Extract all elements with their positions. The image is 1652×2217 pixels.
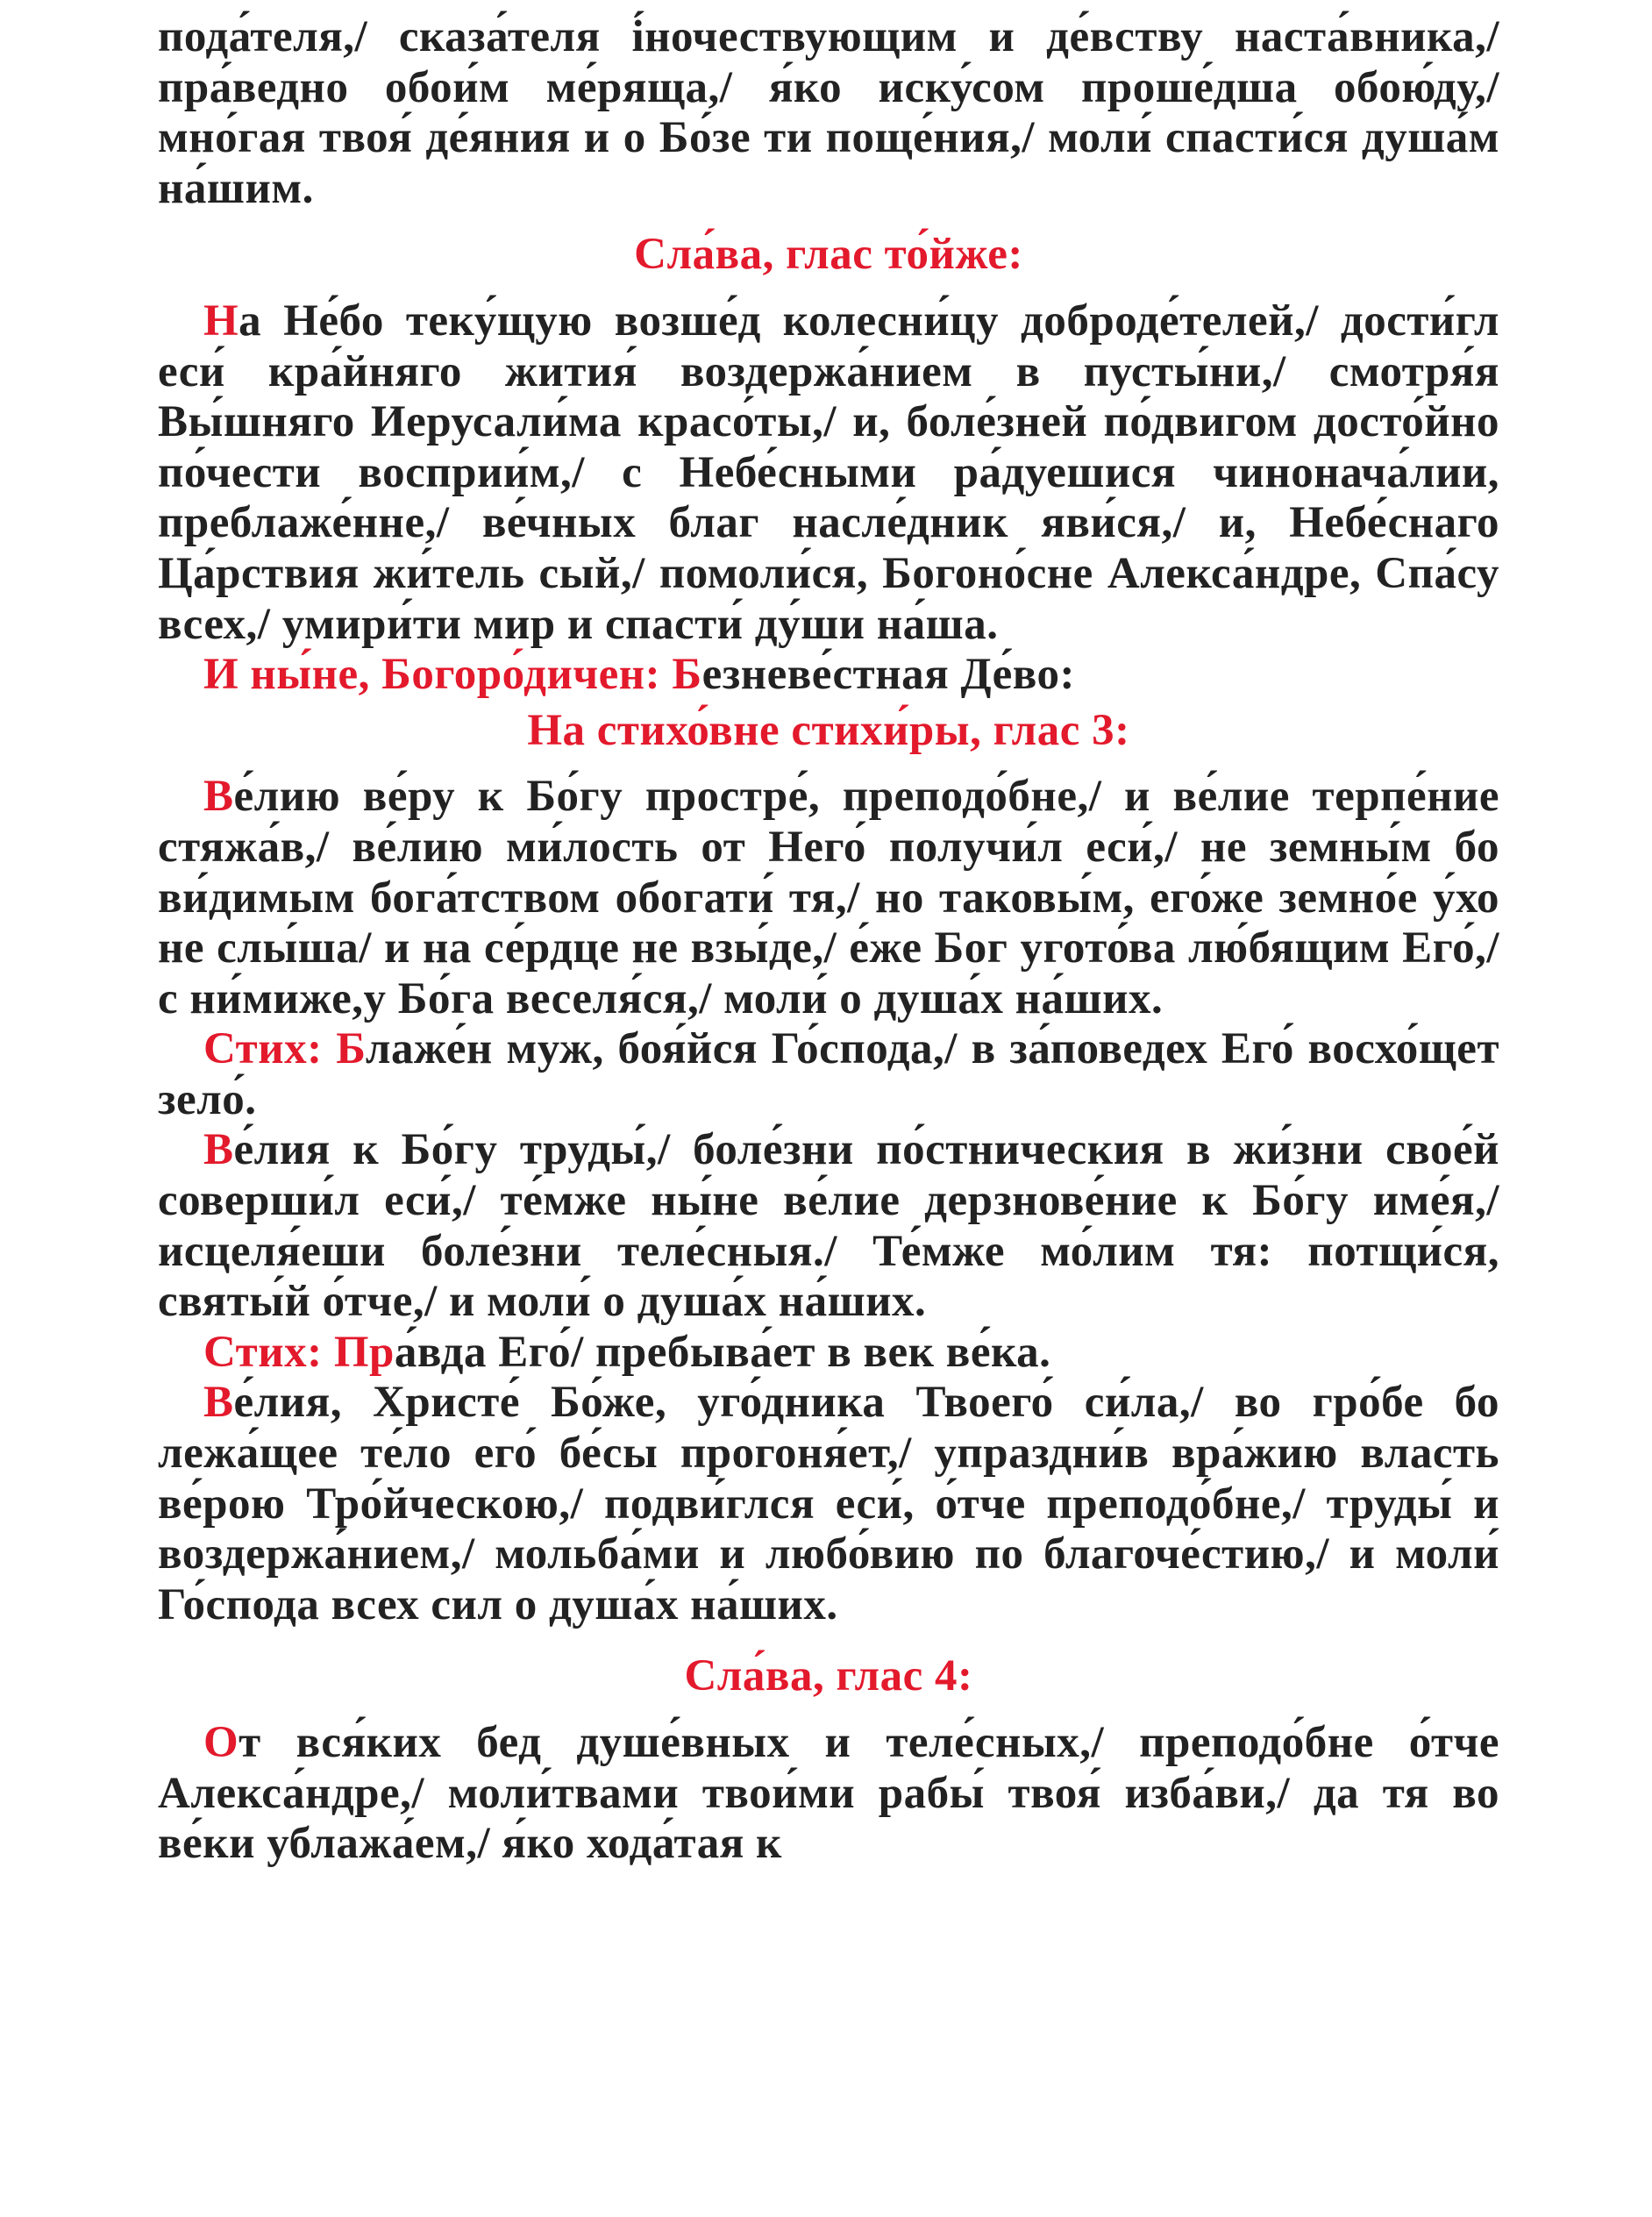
drop-initial: Б — [672, 650, 702, 700]
verse-blazhen-muzh — [158, 1024, 1499, 1125]
drop-initial: Пр — [333, 1327, 395, 1377]
drop-initial: В — [203, 1378, 234, 1428]
paragraph-ot-vsyakih-bed — [158, 1718, 1499, 1870]
drop-initial: Н — [203, 296, 239, 346]
line-i-nyne-bogorodichen — [158, 650, 1499, 701]
verse-text: а́вда Его́/ пребыва́ет в век ве́ка. — [394, 1327, 1051, 1377]
rubric-label: И ны́не, Богоро́дичен: — [203, 650, 673, 700]
paragraph-text: е́лия к Бо́гу труды́,/ боле́зни по́стническия в жи́зни свое́й соверши́л еси́,/ те́мже ны́не ве́лие дерзнове́ние к Бо́гу име́я,/ исцеля́еши боле́зни теле́сныя./ Те́мже мо́лим тя: потщи́ся, святы́й о́тче,/ и моли́ о душа́х на́ших. — [158, 1125, 1499, 1327]
paragraph-text: е́лия, Христе́ Бо́же, уго́дника Твоего́ си́ла,/ во гро́бе бо лежа́щее те́ло его́ бе́сы прогоня́ет,/ упраздни́в вра́жию власть ве́рою Тро́йческою,/ подви́глся еси́, о́тче преподо́бне,/ труды́ и воздержа́нием,/ мольба́ми и любо́вию по благоче́стию,/ и моли́ Го́спода всех сил о душа́х на́ших. — [158, 1378, 1499, 1629]
drop-initial: В — [203, 772, 234, 822]
paragraph-text: т вся́ких бед душе́вных и теле́сных,/ преподо́бне о́тче Алекса́ндре,/ моли́твами твои́ми рабы́ твоя́ изба́ви,/ да тя во ве́ки ублажа́ем,/ я́ко хода́тая к — [158, 1718, 1499, 1869]
paragraph-na-nebo — [158, 296, 1499, 650]
verse-label: Стих: — [203, 1327, 334, 1377]
drop-initial: О — [203, 1718, 239, 1767]
paragraph-troparion-end — [158, 12, 1499, 214]
heading-slava-glas-4: Сла́ва, глас 4: — [684, 1651, 973, 1701]
heading-na-stikhovne: На стихо́вне стихи́ры, глас 3: — [527, 705, 1130, 755]
paragraph-text: пода́теля,/ сказа́теля і́ночествующим и де́вству наста́вника,/ пра́ведно обои́м ме́ряща,/ я́ко иску́сом проше́дша обою́ду,/ мно́гая твоя́ де́яния и о Бо́зе ти поще́ния,/ моли́ спасти́ся душа́м на́шим. — [158, 12, 1499, 213]
verse-label: Стих: — [203, 1024, 337, 1074]
paragraph-text: е́лию ве́ру к Бо́гу простре́, преподо́бне,/ и ве́лие терпе́ние стяжа́в,/ ве́лию ми́лость от Него́ получи́л еси́,/ не земны́м бо ви́димым бога́тством обогати́ тя,/ но таковы́м, его́же земно́е у́хо не слы́ша/ и на се́рдце не взы́де,/ е́же Бог угото́ва лю́бящим Его́,/ с ни́миже,у Бо́га веселя́ся,/ моли́ о душа́х на́ших. — [158, 772, 1499, 1023]
line-text: езневе́стная Де́во: — [701, 650, 1075, 700]
verse-pravda-ego — [158, 1328, 1499, 1379]
paragraph-veliyu-veru — [158, 772, 1499, 1024]
liturgical-text-page — [158, 12, 1499, 1870]
paragraph-veliya-hriste — [158, 1378, 1499, 1630]
paragraph-veliya-k-bogu — [158, 1125, 1499, 1327]
heading-slava-glas-toyzhe: Сла́ва, глас то́йже: — [634, 230, 1023, 280]
drop-initial: Б — [336, 1024, 366, 1074]
paragraph-text: а Не́бо теку́щую возше́д колесни́цу доброде́телей,/ дости́гл еси́ кра́йняго жития́ воздержа́нием в пусты́ни,/ смотря́я Вы́шняго Иерусали́ма красо́ты,/ и, боле́зней по́двигом досто́йно по́чести восприи́м,/ с Небе́сными ра́дуешися чинонача́лии, преблаже́нне,/ ве́чных благ насле́дник яви́ся,/ и, Небе́снаго Ца́рствия жи́тель сый,/ помоли́ся, Богоно́сне Алекса́ндре, Спа́су всех,/ умири́ти мир и спасти́ ду́ши на́ша. — [158, 296, 1499, 649]
verse-text: лаже́н муж, боя́йся Го́спода,/ в за́поведех Его́ восхо́щет зело́. — [158, 1024, 1499, 1124]
drop-initial: В — [203, 1125, 234, 1175]
